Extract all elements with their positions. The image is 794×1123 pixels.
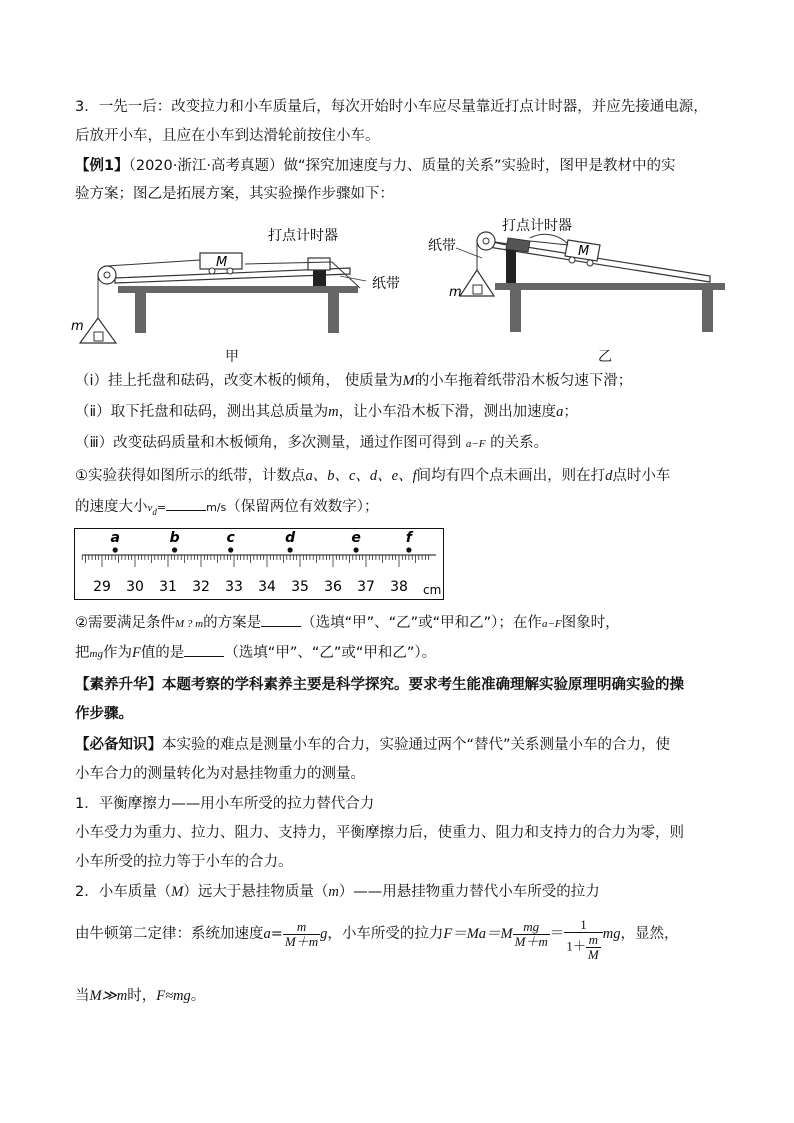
table-top-jia	[118, 286, 358, 293]
table-top-yi	[495, 283, 725, 290]
ruler-tick-label: 32	[192, 579, 210, 595]
newton-g: g	[320, 926, 328, 942]
tape-point-label: d	[285, 530, 296, 546]
zhishi-tag: 【必备知识】	[75, 737, 162, 753]
q1-text-c: 点时小车	[612, 468, 671, 484]
step-2-var-a: a	[556, 404, 564, 420]
knowledge-1-text-2: 小车所受的拉力等于小车的合力。	[75, 854, 293, 870]
ruler-tick-label: 38	[390, 579, 408, 595]
q2-text-h: （选填“甲”、“乙”或“甲和乙”）。	[224, 645, 437, 661]
fraction-a-num: m	[283, 920, 320, 935]
board-support-jia	[313, 269, 326, 286]
weight-jia	[94, 332, 103, 341]
q2-condition: M ? m	[175, 618, 204, 630]
conclusion-d: 。	[190, 988, 206, 1004]
figure-yi	[420, 208, 740, 348]
newton-text-b: ，小车所受的拉力	[327, 926, 444, 942]
k2-title-c: ）——用悬挂物重力替代小车所受的拉力	[338, 884, 600, 900]
tape-point	[113, 547, 118, 552]
tape-point	[228, 547, 233, 552]
suyang-line-1	[75, 674, 725, 696]
q1-text-b: 间均有四个点未画出，则在打	[416, 468, 606, 484]
tape-point	[406, 547, 411, 552]
answer-blank-velocity[interactable]	[166, 496, 206, 511]
tape-point	[288, 547, 293, 552]
cart-label-yi: M	[578, 244, 590, 259]
fraction-c-num: 1	[564, 918, 602, 933]
example-text-2: 验方案；图乙是拓展方案，其实验操作步骤如下：	[75, 186, 394, 202]
step-3	[75, 432, 725, 455]
step-2-var-m: m	[328, 404, 339, 420]
table-leg-left-jia	[135, 293, 146, 333]
table-leg-right-yi	[702, 290, 713, 332]
example-text-1: 做“探究加速度与力、质量的关系”实验时，图甲是教材中的实	[283, 158, 676, 174]
conclusion-line	[75, 985, 725, 1007]
ruler-tick-label: 36	[324, 579, 342, 595]
tape-label-jia: 纸带	[372, 276, 400, 292]
q1-var-d: d	[605, 468, 613, 484]
step-2	[75, 401, 725, 423]
hang-label-yi: m	[449, 285, 462, 300]
newton-text-a: 由牛顿第二定律：系统加速度	[75, 926, 264, 942]
q2-text-g: 值的是	[140, 645, 185, 661]
fraction-b	[513, 920, 550, 949]
k2-title-b: ）远大于悬挂物质量（	[183, 884, 329, 900]
fraction-c-den	[564, 933, 602, 962]
cart-wheel-yi	[569, 257, 575, 263]
q2-af: a−F	[541, 618, 562, 630]
cart-wheel-yi	[587, 260, 593, 266]
question-2-line-2	[75, 642, 725, 665]
step-1-var: M	[402, 373, 415, 389]
step-3-end: 的关系。	[490, 435, 549, 451]
step-1-text: （ⅰ）挂上托盘和砝码，改变木板的倾角， 使质量为	[75, 373, 403, 389]
fraction-c-den-a: 1＋	[566, 938, 586, 953]
step-2-mid: ，让小车沿木板下滑，测出加速度	[338, 404, 557, 420]
q2-mg: mg	[89, 648, 103, 660]
fraction-a-den: M＋m	[284, 933, 319, 949]
q1-text-2c: （保留两位有效数字）；	[226, 499, 379, 515]
k2-title-a: 2．小车质量（	[75, 884, 172, 900]
zhishi-line-1	[75, 734, 725, 756]
suyang-line-2: 作步骤。	[75, 706, 133, 722]
suyang-tag: 【素养升华】	[75, 677, 162, 693]
step-3-var: a−F	[465, 438, 486, 450]
conclusion-c: F≈mg	[156, 988, 191, 1004]
fraction-c	[564, 918, 602, 962]
caption-yi: 乙	[598, 349, 612, 365]
question-1-line-1	[75, 465, 725, 487]
q2-text-c: （选填“甲”、“乙”或“甲和乙”）；在作	[301, 615, 542, 631]
q1-unit: m/s	[206, 501, 227, 514]
answer-blank-scheme-1[interactable]	[261, 612, 301, 627]
ruler-tick-label: 33	[225, 579, 243, 595]
fraction-a	[283, 920, 320, 949]
cart-wheel-jia	[227, 268, 233, 274]
conclusion-expr: M≫m	[89, 988, 128, 1004]
table-leg-left-yi	[510, 290, 521, 332]
step-2-text: （ⅱ）取下托盘和砝码，测出其总质量为	[75, 404, 329, 420]
q2-text-d: 图象时，	[561, 615, 620, 631]
fraction-b-den: M＋m	[514, 933, 548, 949]
knowledge-2-title	[75, 881, 725, 903]
newton-formula-line	[75, 912, 725, 972]
step-1	[75, 370, 725, 392]
fraction-c-inner-den: M	[587, 946, 599, 962]
suyang-text-1: 本题考察的学科素养主要是科学探究。要求考生能准确理解实验原理明确实验的操	[162, 677, 684, 693]
cart-label-jia: M	[216, 255, 228, 270]
ruler-tick-label: 30	[126, 579, 144, 595]
q2-text-f: 作为	[102, 645, 132, 661]
zhishi-line-2: 小车合力的测量转化为对悬挂物重力的测量。	[75, 766, 365, 782]
timer-label-yi: 打点计时器	[502, 218, 572, 234]
k2-m: m	[328, 884, 339, 900]
cart-wheel-jia	[209, 268, 215, 274]
knowledge-1-title: 1．平衡摩擦力——用小车所受的拉力替代合力	[75, 796, 375, 812]
newton-text-c: ，显然，	[620, 926, 679, 942]
intro-line-1: 3．一先一后：改变拉力和小车质量后，每次开始时小车应尽量靠近打点计时器，并应先接通电源，	[75, 99, 708, 115]
tape-point-label: b	[169, 530, 180, 546]
q2-F: F	[131, 645, 141, 661]
conclusion-a: 当	[75, 988, 90, 1004]
newton-mg: mg	[602, 926, 621, 942]
example-heading	[75, 155, 725, 177]
intro-line-2: 后放开小车，且应在小车到达滑轮前按住小车。	[75, 128, 380, 144]
weight-yi	[473, 285, 482, 294]
tape-ruler	[74, 528, 444, 600]
hang-label-jia: m	[71, 319, 84, 334]
tape-point	[354, 547, 359, 552]
k2-M: M	[171, 884, 184, 900]
conclusion-b: 时，	[127, 988, 157, 1004]
newton-F-expr: F＝Ma＝M	[443, 926, 513, 942]
table-leg-right-jia	[328, 293, 339, 333]
q1-equals: =	[156, 501, 167, 514]
newton-eq2: ＝	[549, 926, 565, 942]
q2-text-b: 的方案是	[203, 615, 262, 631]
question-2-line-1	[75, 612, 725, 635]
caption-jia: 甲	[225, 349, 239, 365]
ruler-tick-label: 37	[357, 579, 375, 595]
tape-point-label: a	[110, 530, 120, 546]
zhishi-text-1: 本实验的难点是测量小车的合力，实验通过两个“替代”关系测量小车的合力，使	[162, 737, 671, 753]
timer-yi	[506, 238, 530, 252]
tape-point-label: c	[226, 530, 235, 546]
timer-jia	[308, 258, 330, 270]
tape-label-yi: 纸带	[428, 238, 456, 254]
fraction-b-num: mg	[513, 920, 550, 935]
tape-point	[172, 547, 177, 552]
answer-blank-scheme-2[interactable]	[184, 642, 224, 657]
tape-point-label: e	[351, 530, 361, 546]
ruler-tick-label: 35	[291, 579, 309, 595]
tape-point-label: f	[405, 530, 412, 546]
example-source: （2020·浙江·高考真题）	[128, 158, 284, 174]
step-2-end: ；	[563, 404, 578, 420]
board-support-yi	[506, 248, 516, 283]
q1-text-a: ①实验获得如图所示的纸带，计数点	[75, 468, 306, 484]
step-1-end: 的小车拖着纸带沿木板匀速下滑；	[414, 373, 633, 389]
ruler-tick-label: 31	[159, 579, 177, 595]
knowledge-1-text-1: 小车受力为重力、拉力、阻力、支持力，平衡摩擦力后，使重力、阻力和支持力的合力为零，则	[75, 825, 684, 841]
newton-a-var: a	[263, 926, 271, 942]
q2-text-a: ②需要满足条件	[75, 615, 175, 631]
q1-points: a、b、c、d、e、f	[305, 468, 417, 484]
newton-eq: =	[270, 926, 283, 942]
timer-label-jia: 打点计时器	[268, 228, 338, 244]
figure-jia	[70, 218, 410, 363]
ruler-unit: cm	[423, 583, 442, 597]
step-3-text: （ⅲ）改变砝码质量和木板倾角，多次测量，通过作图可得到	[75, 435, 462, 451]
q1-v-sub: d	[152, 506, 157, 517]
q1-v-label: v	[147, 502, 153, 514]
ruler-tick-label: 34	[258, 579, 276, 595]
example-tag: 【例1】	[75, 158, 129, 174]
q2-text-e: 把	[75, 645, 90, 661]
ruler-tick-label: 29	[93, 579, 111, 595]
question-1-line-2	[75, 496, 725, 523]
fraction-c-inner-num: m	[586, 933, 601, 948]
q1-text-2a: 的速度大小	[75, 499, 148, 515]
fraction-c-inner	[586, 933, 601, 962]
